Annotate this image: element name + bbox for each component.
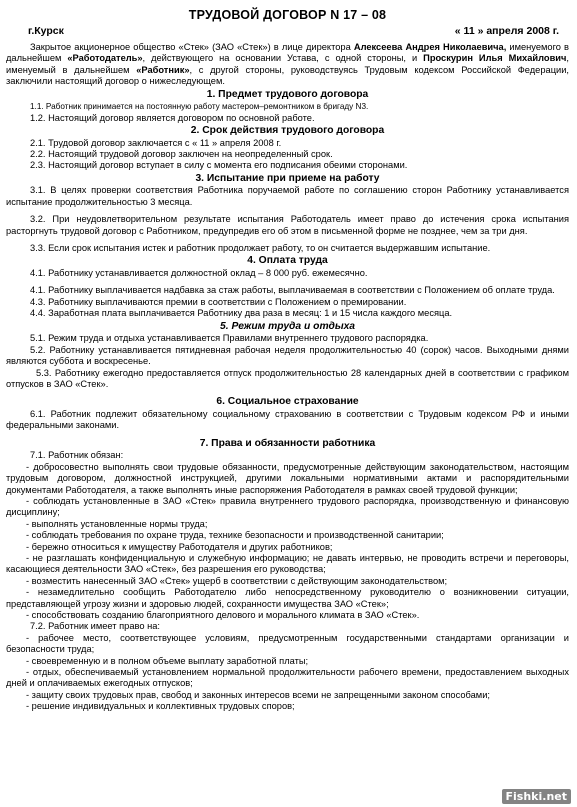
document-title: ТРУДОВОЙ ДОГОВОР N 17 – 08 <box>188 8 387 22</box>
preamble-text-3: , действующего на основании Устава, с одной стороны, и <box>142 53 424 64</box>
right-item: - защиту своих трудовых прав, свобод и законных интересов всеми не запрещенными законом способами; <box>26 689 490 700</box>
city-date-line <box>28 25 567 37</box>
section-4-heading: 4. Оплата труда <box>247 255 328 267</box>
clause-5-2: 5.2. Работнику устанавливается пятидневная рабочая неделя продолжительностью 40 (сорок) часов. Выходными днями являются суббота и воскресенье. <box>6 344 569 367</box>
clause-3-1: 3.1. В целях проверки соответствия Работника поручаемой работе по соглашению сторон Работнику устанавливается испытание продолжительностью 3 месяца. <box>6 185 569 207</box>
section-6-heading: 6. Социальное страхование <box>216 396 359 408</box>
duty-item: - добросовестно выполнять свои трудовые обязанности, предусмотренные действующим законодательством, настоящим трудовым договором, должностной инструкцией, другими локальными нормативными актами и распорядительными документами Работодателя, а также выполнять иные распоряжения Работодателя в рамках своей трудовой функции; <box>6 461 569 495</box>
duty-item: - возместить нанесенный ЗАО «Стек» ущерб в соответствии с действующим законодательством; <box>26 575 448 586</box>
preamble-text-2: именуемого в дальнейшем <box>6 42 569 64</box>
contract-document <box>6 8 569 713</box>
clause-4-2: 4.1. Работнику выплачивается надбавка за стаж работы, выплачиваемая в соответствии с Положением об оплате труда. <box>30 285 555 296</box>
clause-2-3: 2.3. Настоящий договор вступает в силу с момента его подписания обеими сторонами. <box>30 160 408 171</box>
worker-term: «Работник» <box>136 64 190 75</box>
contract-date: « 11 » апреля 2008 г. <box>454 25 559 37</box>
duty-item: - соблюдать требования по охране труда, технике безопасности и производственной санитарии; <box>26 530 444 541</box>
right-item: - рабочее место, соответствующее условиям, предусмотренным государственными стандартами организации и безопасности труда; <box>6 632 569 655</box>
duty-item: - не разглашать конфиденциальную и служебную информацию; не давать интервью, не проводить встречи и переговоры, касающиеся деятельности ЗАО «Стек», без разрешения его руководства; <box>6 552 569 575</box>
section-2-heading: 2. Срок действия трудового договора <box>190 125 385 137</box>
clause-3-2: 3.2. При неудовлетворительном результате испытания Работодатель имеет право до истечения срока испытания расторгнуть трудовой договор с Работником, предупредив его об этом в письменной форме не позднее, чем за три дня. <box>6 214 569 236</box>
right-item: - своевременную и в полном объеме выплату заработной платы; <box>26 655 309 666</box>
clause-7-2: 7.2. Работник имеет право на: <box>30 621 160 632</box>
preamble-text-4: , именуемый в дальнейшем <box>6 53 569 75</box>
preamble-text-1: Закрытое акционерное общество «Стек» (ЗАО «Стек») в лице директора <box>30 42 354 52</box>
section-5-heading: 5. Режим труда и отдыха <box>220 320 355 332</box>
duty-item: - бережно относиться к имуществу Работодателя и других работников; <box>26 541 333 552</box>
clause-4-4: 4.4. Заработная плата выплачивается Работнику два раза в месяц: 1 и 15 числа каждого месяца. <box>30 308 453 319</box>
clause-2-1: 2.1. Трудовой договор заключается с « 11 » апреля 2008 г. <box>30 137 282 148</box>
clause-4-3: 4.3. Работнику выплачиваются премии в соответствии с Положением о премировании. <box>30 296 407 307</box>
clause-1-1: 1.1. Работник принимается на постоянную работу мастером–ремонтником в бригаду N3. <box>30 102 369 112</box>
worker-name: Проскурин Илья Михайлович <box>423 53 567 64</box>
duty-item: - выполнять установленные нормы труда; <box>26 518 208 529</box>
clause-7-1: 7.1. Работник обязан: <box>30 450 124 461</box>
right-item: - отдых, обеспечиваемый установлением нормальной продолжительности рабочего времени, предоставлением выходных дней и оплачиваемых ежегодных отпусков; <box>6 667 569 689</box>
clause-2-2: 2.2. Настоящий трудовой договор заключен на неопределенный срок. <box>30 149 333 160</box>
director-name: Алексеева Андрея Николаевича, <box>353 42 507 52</box>
city: г.Курск <box>28 25 64 37</box>
employer-term: «Работодатель» <box>67 53 143 64</box>
clause-5-3: 5.3. Работнику ежегодно предоставляется отпуск продолжительностью 28 календарных дней в соответствии с графиком отпусков в ЗАО «Стек». <box>6 367 569 389</box>
clause-1-2: 1.2. Настоящий договор является договором по основной работе. <box>30 112 315 123</box>
section-1-heading: 1. Предмет трудового договора <box>206 88 369 100</box>
duty-item: - соблюдать установленные в ЗАО «Стек» правила внутреннего трудового распорядка, производственную и финансовую дисциплину; <box>6 495 569 518</box>
duty-item: - незамедлительно сообщить Работодателю либо непосредственному руководителю о возникновении ситуации, представляющей угрозу жизни и здоровью людей, сохранности имущества ЗАО «Стек»; <box>6 587 569 609</box>
right-item: - решение индивидуальных и коллективных трудовых споров; <box>26 701 295 712</box>
section-7-heading: 7. Права и обязанности работника <box>199 437 376 449</box>
preamble <box>6 42 569 88</box>
clause-4-1: 4.1. Работнику устанавливается должностной оклад – 8 000 руб. ежемесячно. <box>30 268 368 279</box>
watermark-logo: Fishki.net <box>502 789 571 804</box>
duty-item: - способствовать созданию благоприятного делового и морального климата в ЗАО «Стек». <box>26 610 420 620</box>
section-3-heading: 3. Испытание при приеме на работу <box>195 172 380 184</box>
preamble-text-5: , с другой стороны, руководствуясь Трудовым кодексом Российской Федерации, заключили настоящий договор о нижеследующем. <box>6 64 569 87</box>
clause-6-1: 6.1. Работник подлежит обязательному социальному страхованию в соответствии с Трудовым кодексом РФ и иными федеральными законами. <box>6 408 569 431</box>
clause-5-1: 5.1. Режим труда и отдыха устанавливается Правилами внутреннего трудового распорядка. <box>30 333 429 344</box>
clause-3-3: 3.3. Если срок испытания истек и работник продолжает работу, то он считается выдержавшим испытание. <box>30 243 491 254</box>
